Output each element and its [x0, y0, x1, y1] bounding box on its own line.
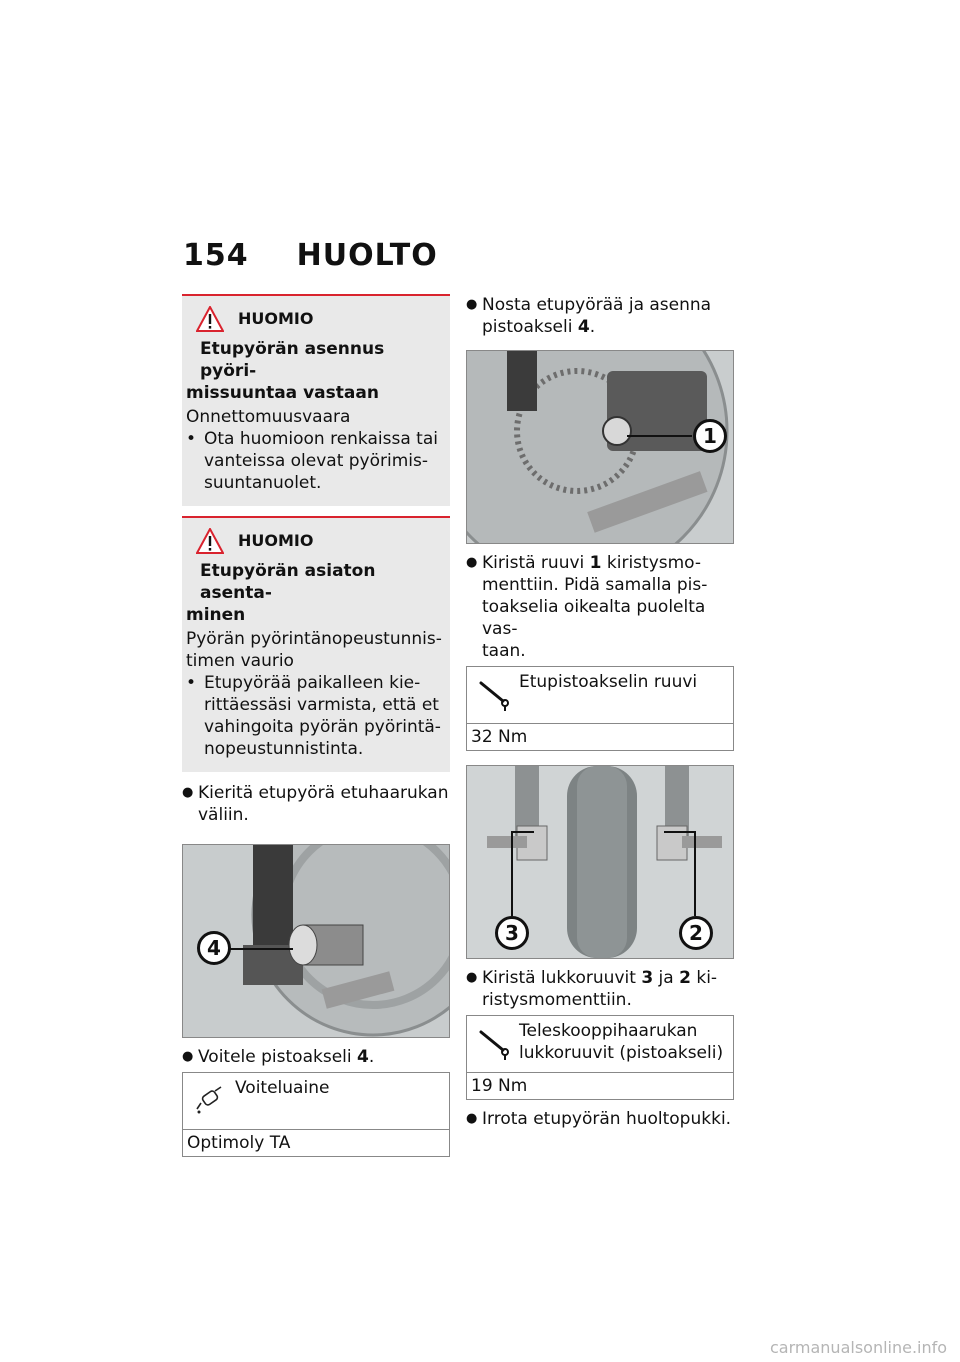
torque-label: Etupistoakselin ruuvi — [519, 672, 698, 692]
figure-axle-insertion — [182, 844, 450, 1038]
notice-title: Etupyörän asiaton asenta- minen — [186, 561, 376, 625]
torque-table-axle-screw — [466, 666, 734, 751]
notice-hazard: Onnettomuusvaara — [186, 407, 351, 427]
page-header — [183, 238, 438, 273]
bullet-icon: ● — [182, 785, 194, 800]
figure-axle-screw — [466, 350, 734, 544]
step-remove-stand: ● Irrota etupyörän huoltopukki. — [466, 1109, 732, 1129]
callout-3: 3 — [495, 916, 529, 950]
warning-icon — [196, 306, 224, 332]
bullet-icon: ● — [466, 1111, 478, 1126]
notice-label: HUOMIO — [238, 309, 314, 328]
torque-wrench-icon — [477, 677, 511, 711]
page-number: 154 — [183, 238, 249, 273]
lubricant-value: Optimoly TA — [187, 1133, 291, 1153]
bullet-icon: ● — [466, 297, 478, 312]
notice-box-2: HUOMIO Etupyörän asiaton asenta- minen Pyörän pyörintänopeustunnis- timen vaurio • Etupyörää paikalleen kie- rittäessäsi varmista, että et vahingoita pyörän pyörintä- nopeustunnistinta. — [182, 516, 450, 772]
torque-table-clamp-screws — [466, 1015, 734, 1100]
bullet-icon: ● — [466, 555, 478, 570]
notice-bullet: • Ota huomioon renkaissa tai vanteissa olevat pyörimis- suuntanuolet. — [186, 429, 438, 493]
right-column — [466, 294, 734, 1134]
callout-1: 1 — [693, 419, 727, 453]
lubricant-label: Voiteluaine — [235, 1078, 330, 1098]
bullet-icon: ● — [466, 970, 478, 985]
notice-title: Etupyörän asennus pyöri- missuuntaa vastaan — [186, 339, 385, 403]
axle-screw-photo — [467, 351, 734, 543]
lubricant-icon — [193, 1083, 227, 1117]
watermark: carmanualsonline.info — [770, 1338, 948, 1357]
torque-value: 32 Nm — [471, 727, 528, 747]
left-column — [182, 294, 450, 1165]
warning-icon — [196, 528, 224, 554]
torque-value: 19 Nm — [471, 1076, 528, 1096]
torque-wrench-icon — [477, 1026, 511, 1060]
figure-clamp-screws — [466, 765, 734, 959]
callout-4: 4 — [197, 931, 231, 965]
step-tighten-axle-screw: ● Kiristä ruuvi 1 kiristysmo- menttiin. Pidä samalla pis- toakselia oikealta puolelta vas- taan. — [466, 553, 708, 661]
step-lift-wheel: ● Nosta etupyörää ja asenna pistoakseli 4. — [466, 295, 712, 337]
step-tighten-clamp-screws: ● Kiristä lukkoruuvit 3 ja 2 ki- ristysmomenttiin. — [466, 968, 718, 1010]
notice-bullet: • Etupyörää paikalleen kie- rittäessäsi varmista, että et vahingoita pyörän pyörintä- nopeustunnistinta. — [186, 673, 441, 759]
bullet-icon: ● — [182, 1049, 194, 1064]
callout-2: 2 — [679, 916, 713, 950]
step-roll-wheel: ● Kieritä etupyörä etuhaarukan väliin. — [182, 783, 449, 825]
section-title: HUOLTO — [296, 238, 438, 273]
notice-label: HUOMIO — [238, 531, 314, 550]
notice-box-1 — [182, 294, 450, 506]
lubricant-table — [182, 1072, 450, 1157]
torque-label: Teleskooppihaarukan lukkoruuvit (pistoakseli) — [519, 1021, 724, 1063]
step-grease-axle: ● Voitele pistoakseli 4. — [182, 1047, 375, 1067]
